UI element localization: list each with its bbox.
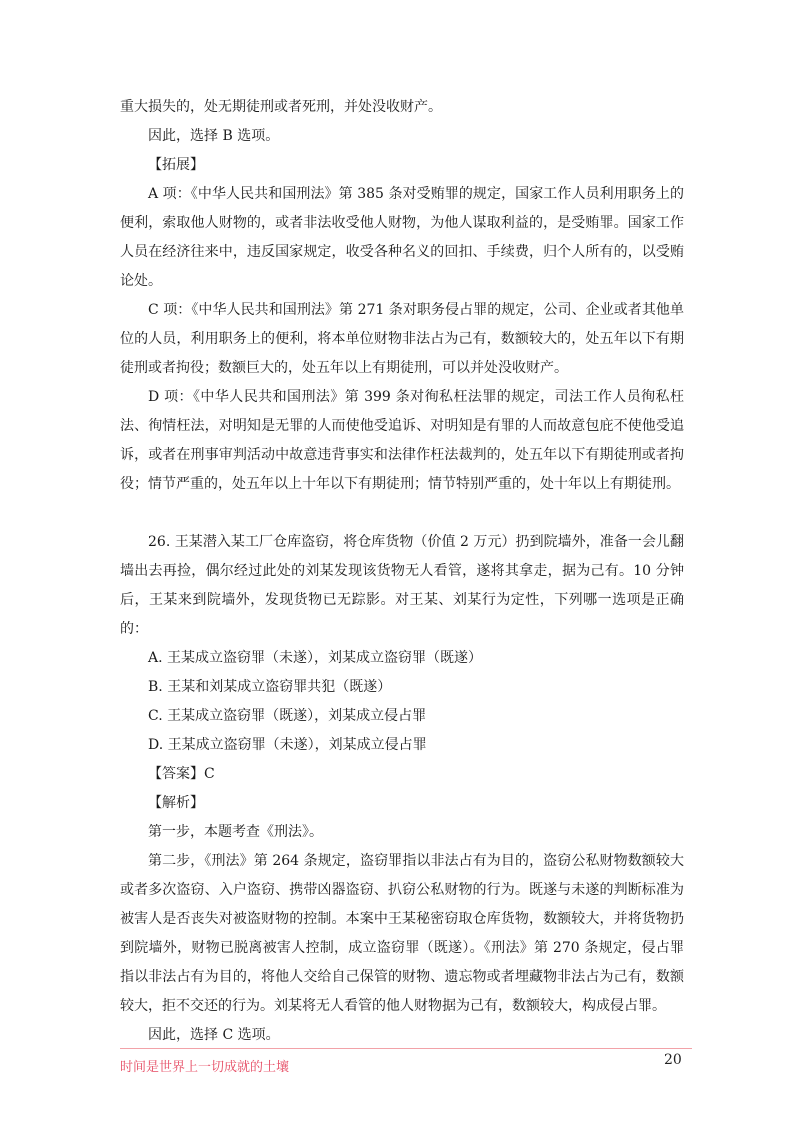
question-stem: 26. 王某潜入某工厂仓库盗窃，将仓库货物（价值 2 万元）扔到院墙外，准备一会儿翻墙出去再捡，偶尔经过此处的刘某发现该货物无人看管，遂将其拿走，据为己有。10 分钟后，王某来到院墙外，发现货物已无踪影。对王某、刘某行为定性，下列哪一选项是正确的：: [120, 534, 684, 637]
expand-item-c: C 项：《中华人民共和国刑法》第 271 条对职务侵占罪的规定，公司、企业或者其他单位的人员，利用职务上的便利，将本单位财物非法占为己有，数额较大的，处五年以下有期徒刑或者拘役；数额巨大的，处五年以上有期徒刑，可以并处没收财产。: [120, 302, 684, 376]
continuation-paragraph: 重大损失的，处无期徒刑或者死刑，并处没收财产。: [120, 99, 442, 115]
option-d: D. 王某成立盗窃罪（未遂），刘某成立侵占罪: [148, 737, 427, 753]
expand-item-a: A 项：《中华人民共和国刑法》第 385 条对受贿罪的规定，国家工作人员利用职务上的便利，索取他人财物的，或者非法收受他人财物，为他人谋取利益的，是受贿罪。国家工作人员在经济往来中，违反国家规定，收受各种名义的回扣、手续费，归个人所有的，以受贿论处。: [120, 186, 684, 289]
previous-conclusion: 因此，选择 B 选项。: [148, 128, 280, 144]
page-body: [120, 93, 684, 1050]
analysis-step-1: 第一步，本题考查《刑法》。: [148, 824, 323, 840]
section-gap: [120, 499, 684, 528]
option-a: A. 王某成立盗窃罪（未遂），刘某成立盗窃罪（既遂）: [148, 650, 483, 666]
option-b: B. 王某和刘某成立盗窃罪共犯（既遂）: [148, 679, 392, 695]
expand-heading: 【拓展】: [148, 157, 204, 173]
analysis-conclusion: 因此，选择 C 选项。: [148, 1027, 280, 1043]
answer-line: 【答案】C: [148, 766, 215, 782]
footer-divider: [120, 1048, 692, 1049]
expand-item-d: D 项：《中华人民共和国刑法》第 399 条对徇私枉法罪的规定，司法工作人员徇私枉法、徇情枉法，对明知是无罪的人而使他受追诉、对明知是有罪的人而故意包庇不使他受追诉，或者在刑事审判活动中故意违背事实和法律作枉法裁判的，处五年以下有期徒刑或者拘役；情节严重的，处五年以上十年以下有期徒刑；情节特别严重的，处十年以上有期徒刑。: [120, 389, 684, 492]
page-number: 20: [664, 1052, 682, 1068]
analysis-heading: 【解析】: [148, 795, 204, 811]
footer-slogan: 时间是世界上一切成就的土壤: [120, 1060, 290, 1075]
analysis-step-2: 第二步，《刑法》第 264 条规定，盗窃罪指以非法占有为目的，盗窃公私财物数额较大或者多次盗窃、入户盗窃、携带凶器盗窃、扒窃公私财物的行为。既遂与未遂的判断标准为被害人是否丧失对被盗财物的控制。本案中王某秘密窃取仓库货物，数额较大，并将货物扔到院墙外，财物已脱离被害人控制，成立盗窃罪（既遂）。《刑法》第 270 条规定，侵占罪指以非法占有为目的，将他人交给自己保管的财物、遗忘物或者埋藏物非法占为己有，数额较大，拒不交还的行为。刘某将无人看管的他人财物据为己有，数额较大，构成侵占罪。: [120, 853, 684, 1014]
option-c: C. 王某成立盗窃罪（既遂），刘某成立侵占罪: [148, 708, 427, 724]
